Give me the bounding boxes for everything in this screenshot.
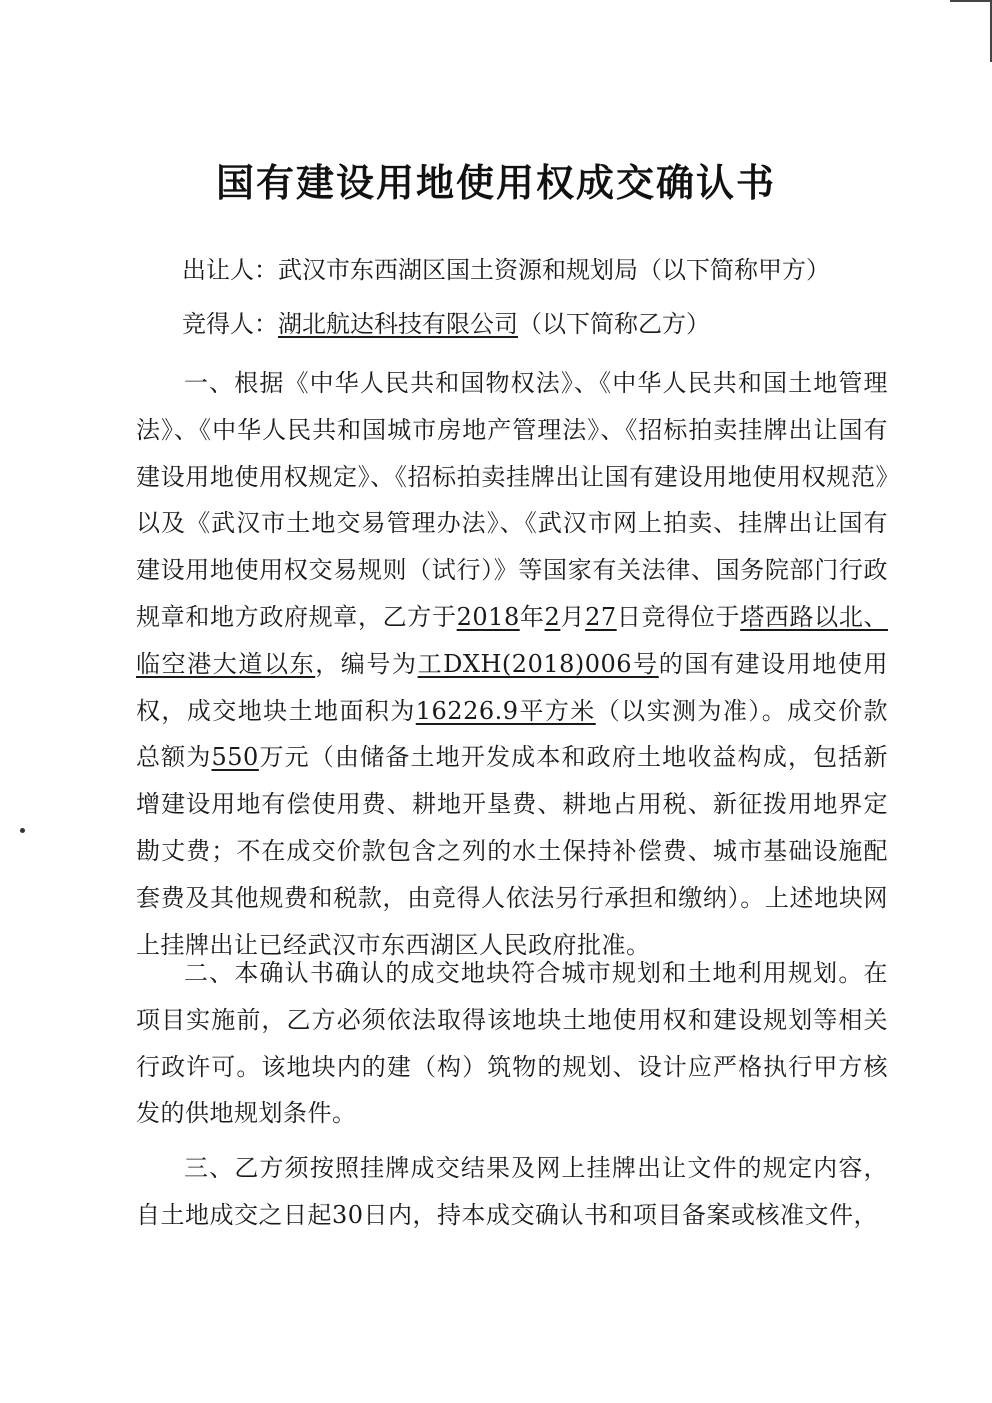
s1-text-6: 的国有建设用地使用权，成交地块土地面积为 [136,649,889,725]
transferor-line [182,252,830,288]
winner-name: 湖北航达科技有限公司 [278,310,518,338]
s1-text-3: 月 [560,602,586,631]
s1-text-7: （以实测为准）。成交价款总额为 [136,696,889,772]
winner-suffix: （以下简称乙方） [518,310,710,338]
s1-text-4: 日竞得位于 [616,602,741,631]
s1-text-5: ，编号为 [315,649,418,678]
s1-text-8: 万元（由储备土地开发成本和政府土地收益构成，包括新增建设用地有偿使用费、耕地开垦费、耕地占用税、新征拨用地界定勘丈费；不在成交价款包含之列的水土保持补偿费、城市基础设施配套费及其他规费和税款，由竞得人依法另行承担和缴纳）。上述地块网上挂牌出让已经武汉市东西湖区人民政府批准。 [136,743,889,959]
parcel-location: 塔西路以北、临空港大道以东 [136,602,889,678]
winner-label: 竞得人： [182,310,278,338]
deal-price: 550 [211,743,259,772]
section-3-paragraph: 三、乙方须按照挂牌成交结果及网上挂牌出让文件的规定内容，自土地成交之日起30日内，持本成交确认书和项目备案或核准文件， [136,1154,888,1229]
transferor-suffix: （以下简称甲方） [638,256,830,284]
transferor-label: 出让人： [182,256,278,284]
scan-corner-mark [950,0,992,62]
scan-speck [20,828,25,833]
s1-text-2: 年 [519,602,545,631]
section-1-paragraph [136,360,888,968]
winner-line [182,306,710,342]
deal-month: 2 [544,602,561,631]
parcel-area: 16226.9平方米 [415,696,596,725]
deal-year: 2018 [456,602,520,631]
document-title: 国有建设用地使用权成交确认书 [215,161,776,205]
transferor-name: 武汉市东西湖区国土资源和规划局 [278,256,638,284]
s1-text-1: 一、根据《中华人民共和国物权法》、《中华人民共和国土地管理法》、《中华人民共和国城市房地产管理法》、《招标拍卖挂牌出让国有建设用地使用权规定》、《招标拍卖挂牌出让国有建设用地使用权规范》以及《武汉市土地交易管理办法》、《武汉市网上拍卖、挂牌出让国有建设用地使用权交易规则（试行）》等国家有关法律、国务院部门行政规章和地方政府规章，乙方于 [136,369,888,631]
deal-day: 27 [585,602,617,631]
section-2-paragraph: 二、本确认书确认的成交地块符合城市规划和土地利用规划。在项目实施前，乙方必须依法取得该地块土地使用权和建设规划等相关行政许可。该地块内的建（构）筑物的规划、设计应严格执行甲方核发的供地规划条件。 [136,959,888,1128]
parcel-number: 工DXH(2018)006号 [417,649,659,678]
